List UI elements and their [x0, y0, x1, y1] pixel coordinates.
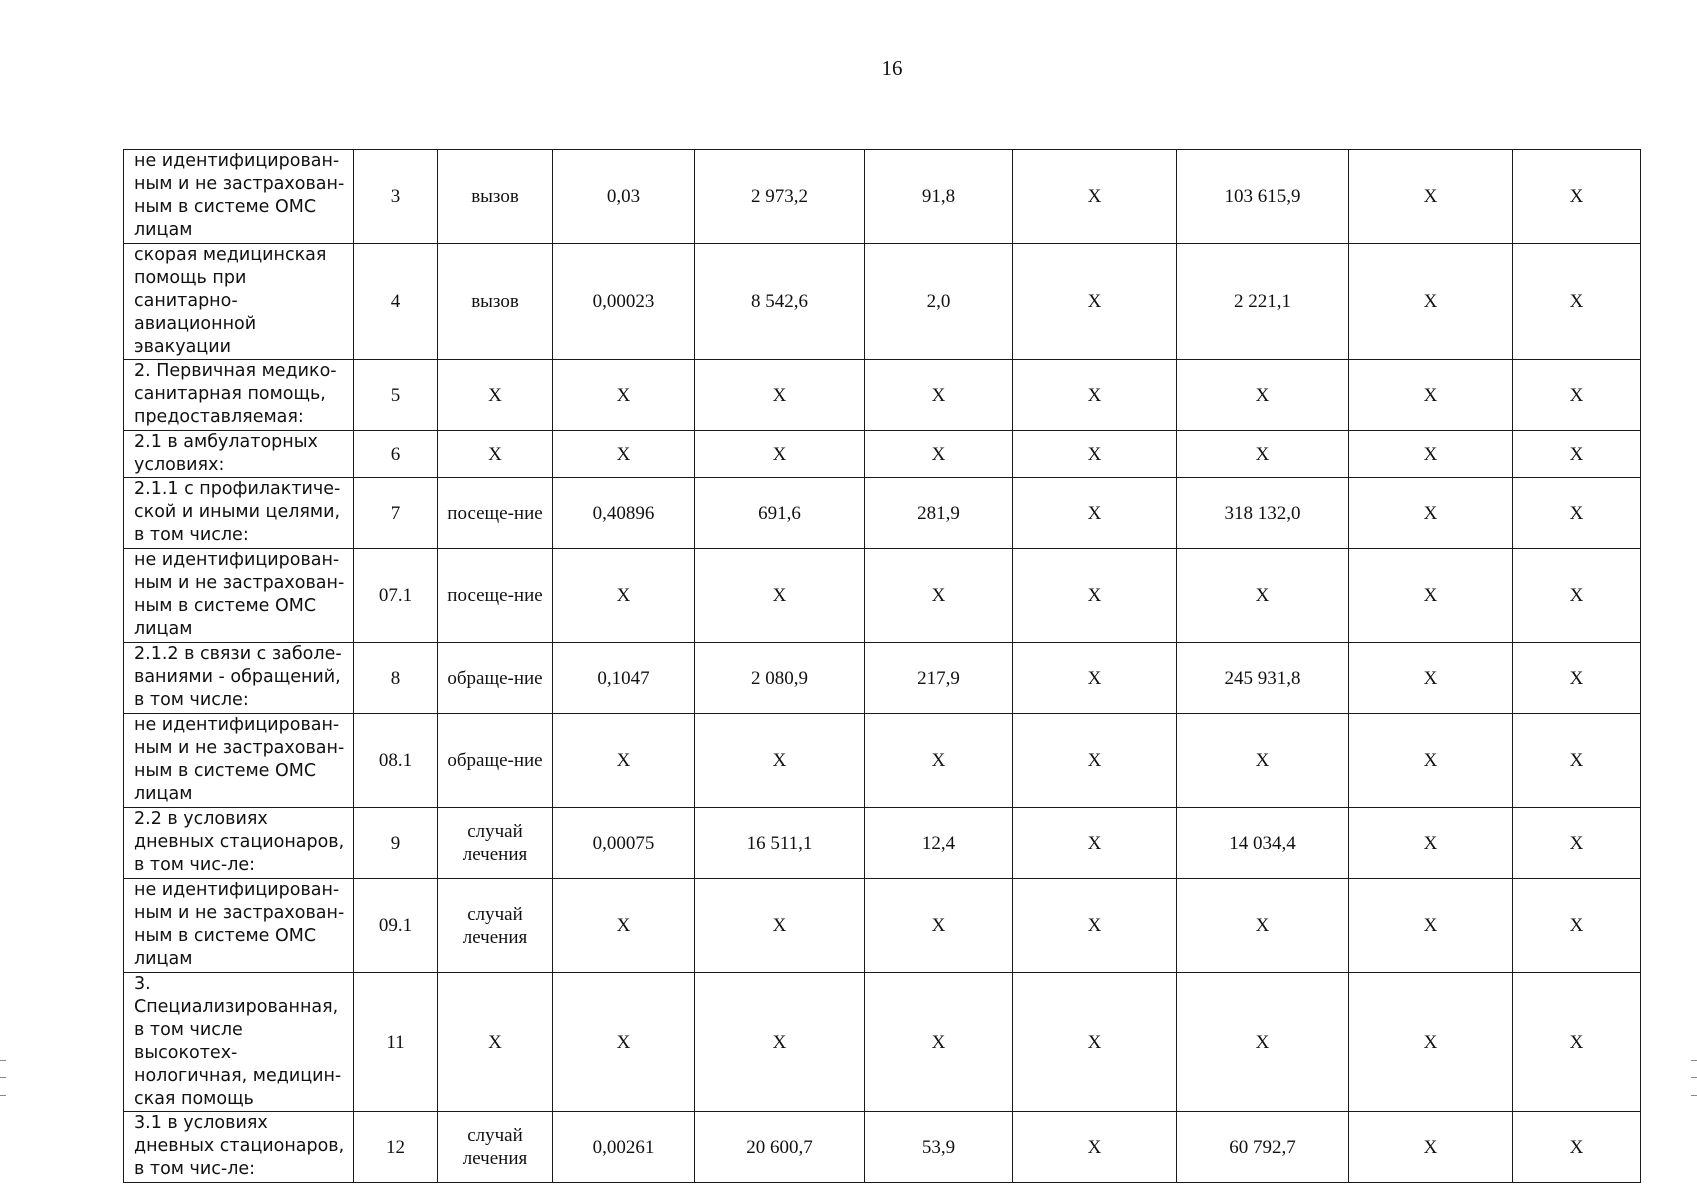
value-cell: X	[865, 431, 1013, 478]
row-number-cell: 6	[354, 431, 438, 478]
value-cell: X	[1349, 643, 1513, 714]
row-number-cell: 08.1	[354, 714, 438, 808]
value-cell: X	[1013, 1112, 1177, 1183]
unit-cell: посеще-ние	[438, 549, 553, 643]
row-name-cell: не идентифицирован-ным и не застрахован-ным в системе ОМС лицам	[124, 879, 354, 973]
value-cell: 0,00075	[553, 808, 695, 879]
table-row	[124, 549, 1641, 643]
value-cell: X	[553, 973, 695, 1112]
value-cell: X	[1177, 549, 1349, 643]
row-name-cell: 2.1 в амбулаторных условиях:	[124, 431, 354, 478]
value-cell: X	[1013, 360, 1177, 431]
value-cell: 318 132,0	[1177, 478, 1349, 549]
value-cell: X	[1013, 150, 1177, 244]
value-cell: X	[1349, 879, 1513, 973]
value-cell: X	[1349, 478, 1513, 549]
value-cell: X	[1349, 150, 1513, 244]
value-cell: X	[1013, 879, 1177, 973]
row-name-cell: 3.1 в условиях дневных стационаров, в том чис-ле:	[124, 1112, 354, 1183]
table-body	[124, 150, 1641, 1183]
value-cell: 103 615,9	[1177, 150, 1349, 244]
value-cell: X	[1513, 150, 1641, 244]
value-cell: 245 931,8	[1177, 643, 1349, 714]
value-cell: X	[1349, 244, 1513, 360]
value-cell: X	[553, 714, 695, 808]
value-cell: X	[1349, 1112, 1513, 1183]
scan-edge-mark-left	[0, 1060, 6, 1096]
row-number-cell: 9	[354, 808, 438, 879]
unit-cell: посеще-ние	[438, 478, 553, 549]
row-number-cell: 09.1	[354, 879, 438, 973]
value-cell: X	[1513, 478, 1641, 549]
row-name-cell: не идентифицирован-ным и не застрахован-ным в системе ОМС лицам	[124, 150, 354, 244]
value-cell: X	[1349, 360, 1513, 431]
value-cell: X	[1513, 879, 1641, 973]
unit-cell: случай лечения	[438, 1112, 553, 1183]
unit-cell: X	[438, 973, 553, 1112]
table-row	[124, 150, 1641, 244]
value-cell: X	[1513, 431, 1641, 478]
value-cell: X	[865, 360, 1013, 431]
value-cell: X	[1349, 431, 1513, 478]
row-name-cell: 3. Специализированная, в том числе высокотех-нологичная, медицин-ская помощь	[124, 973, 354, 1112]
value-cell: X	[1013, 808, 1177, 879]
unit-cell: вызов	[438, 150, 553, 244]
table-row	[124, 1112, 1641, 1183]
value-cell: X	[1177, 714, 1349, 808]
value-cell: 217,9	[865, 643, 1013, 714]
table-row	[124, 643, 1641, 714]
value-cell: X	[1013, 973, 1177, 1112]
value-cell: X	[1177, 431, 1349, 478]
value-cell: X	[695, 549, 865, 643]
table-row	[124, 808, 1641, 879]
data-table	[123, 149, 1641, 1183]
row-name-cell: 2. Первичная медико-санитарная помощь, предоставляемая:	[124, 360, 354, 431]
unit-cell: вызов	[438, 244, 553, 360]
value-cell: X	[1513, 1112, 1641, 1183]
value-cell: 91,8	[865, 150, 1013, 244]
row-number-cell: 4	[354, 244, 438, 360]
unit-cell: X	[438, 360, 553, 431]
value-cell: X	[553, 431, 695, 478]
unit-cell: случай лечения	[438, 879, 553, 973]
value-cell: X	[1177, 879, 1349, 973]
unit-cell: случай лечения	[438, 808, 553, 879]
value-cell: X	[1177, 360, 1349, 431]
value-cell: X	[1177, 973, 1349, 1112]
value-cell: X	[695, 973, 865, 1112]
value-cell: X	[865, 549, 1013, 643]
value-cell: X	[1013, 643, 1177, 714]
value-cell: X	[553, 879, 695, 973]
value-cell: X	[865, 879, 1013, 973]
value-cell: X	[1013, 549, 1177, 643]
value-cell: X	[1513, 643, 1641, 714]
row-name-cell: не идентифицирован-ным и не застрахован-ным в системе ОМС лицам	[124, 714, 354, 808]
value-cell: X	[1513, 244, 1641, 360]
row-name-cell: не идентифицирован-ным и не застрахован-ным в системе ОМС лицам	[124, 549, 354, 643]
value-cell: X	[1013, 244, 1177, 360]
row-name-cell: 2.1.1 с профилактиче-ской и иными целями, в том числе:	[124, 478, 354, 549]
page-number: 16	[881, 56, 903, 80]
table-row	[124, 431, 1641, 478]
value-cell: X	[1513, 714, 1641, 808]
table-row	[124, 879, 1641, 973]
unit-cell: обраще-ние	[438, 714, 553, 808]
value-cell: 0,40896	[553, 478, 695, 549]
row-number-cell: 07.1	[354, 549, 438, 643]
value-cell: X	[1013, 431, 1177, 478]
value-cell: 2 221,1	[1177, 244, 1349, 360]
value-cell: 12,4	[865, 808, 1013, 879]
value-cell: X	[865, 973, 1013, 1112]
value-cell: 0,00023	[553, 244, 695, 360]
value-cell: X	[695, 431, 865, 478]
row-number-cell: 11	[354, 973, 438, 1112]
value-cell: X	[1349, 714, 1513, 808]
value-cell: X	[1513, 973, 1641, 1112]
value-cell: X	[1013, 714, 1177, 808]
value-cell: 0,00261	[553, 1112, 695, 1183]
value-cell: 53,9	[865, 1112, 1013, 1183]
row-name-cell: скорая медицинская помощь при санитарно-авиационной эвакуации	[124, 244, 354, 360]
value-cell: X	[553, 360, 695, 431]
value-cell: 0,1047	[553, 643, 695, 714]
scan-edge-mark-right	[1691, 1060, 1697, 1096]
value-cell: X	[1349, 808, 1513, 879]
value-cell: 8 542,6	[695, 244, 865, 360]
table-row	[124, 714, 1641, 808]
value-cell: X	[865, 714, 1013, 808]
table-row	[124, 244, 1641, 360]
value-cell: 0,03	[553, 150, 695, 244]
value-cell: X	[695, 879, 865, 973]
row-number-cell: 12	[354, 1112, 438, 1183]
row-number-cell: 8	[354, 643, 438, 714]
value-cell: X	[1349, 549, 1513, 643]
value-cell: X	[1513, 549, 1641, 643]
value-cell: 281,9	[865, 478, 1013, 549]
value-cell: X	[1013, 478, 1177, 549]
value-cell: 20 600,7	[695, 1112, 865, 1183]
unit-cell: обраще-ние	[438, 643, 553, 714]
row-number-cell: 5	[354, 360, 438, 431]
table-row	[124, 478, 1641, 549]
value-cell: 16 511,1	[695, 808, 865, 879]
table-row	[124, 973, 1641, 1112]
value-cell: X	[553, 549, 695, 643]
unit-cell: X	[438, 431, 553, 478]
value-cell: 60 792,7	[1177, 1112, 1349, 1183]
value-cell: X	[1349, 973, 1513, 1112]
value-cell: X	[1513, 360, 1641, 431]
row-number-cell: 3	[354, 150, 438, 244]
value-cell: 14 034,4	[1177, 808, 1349, 879]
value-cell: X	[1513, 808, 1641, 879]
value-cell: X	[695, 360, 865, 431]
row-name-cell: 2.2 в условиях дневных стационаров, в том чис-ле:	[124, 808, 354, 879]
value-cell: 2 973,2	[695, 150, 865, 244]
value-cell: 2,0	[865, 244, 1013, 360]
row-name-cell: 2.1.2 в связи с заболе-ваниями - обращений, в том числе:	[124, 643, 354, 714]
value-cell: X	[695, 714, 865, 808]
value-cell: 691,6	[695, 478, 865, 549]
table-row	[124, 360, 1641, 431]
row-number-cell: 7	[354, 478, 438, 549]
value-cell: 2 080,9	[695, 643, 865, 714]
